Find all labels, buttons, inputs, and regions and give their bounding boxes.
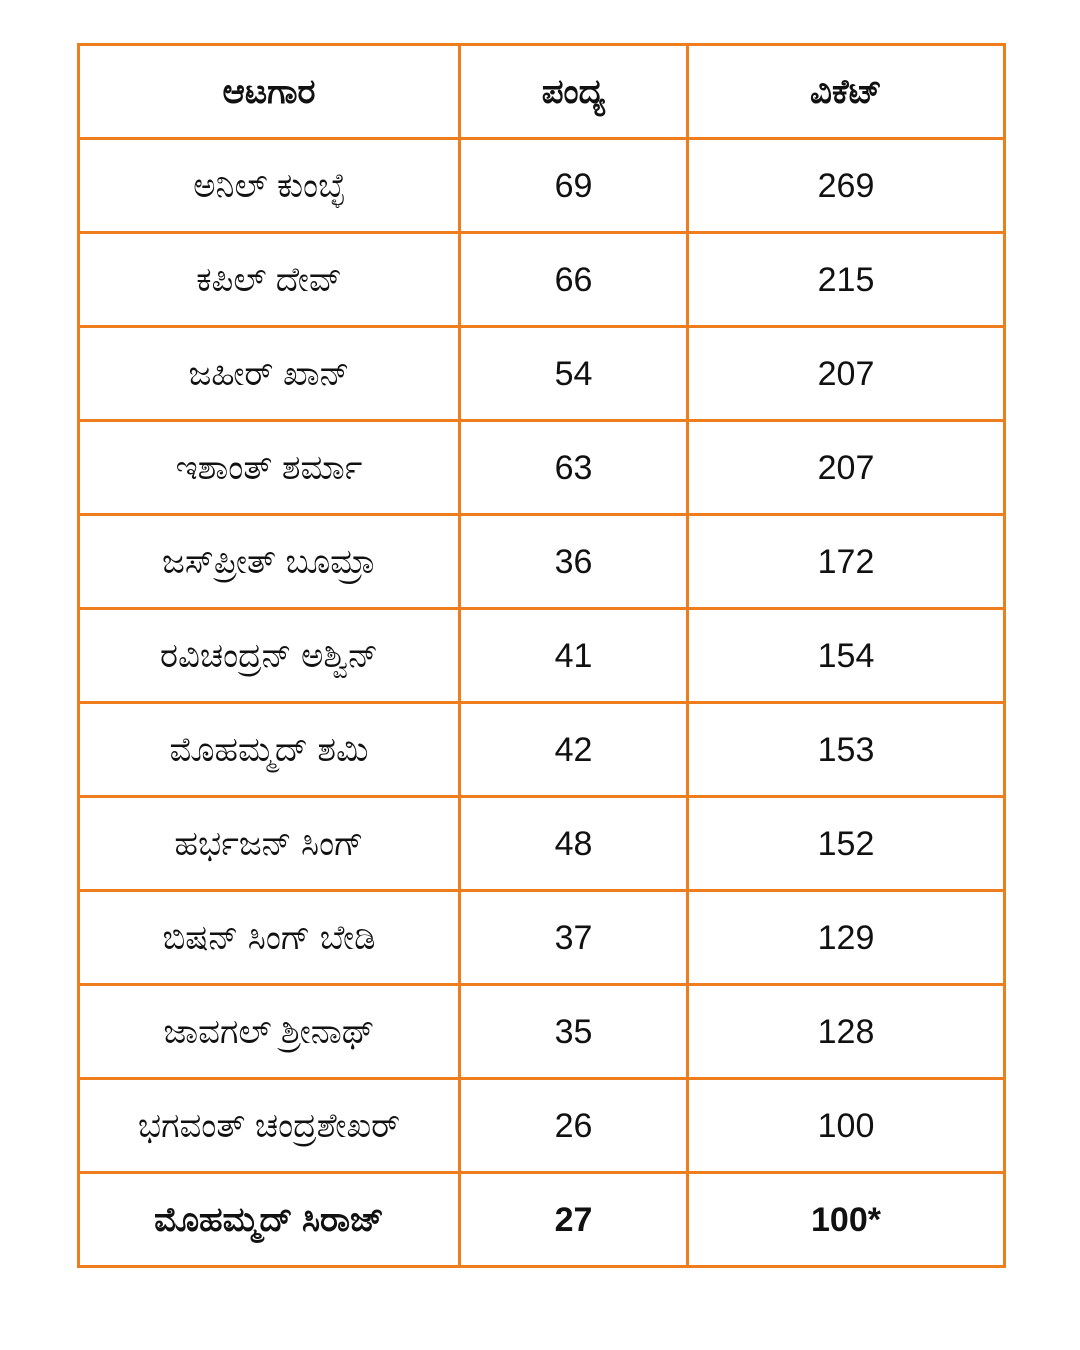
player-cell: ಅನಿಲ್ ಕುಂಬ್ಳೆ — [79, 139, 460, 233]
player-cell: ರವಿಚಂದ್ರನ್ ಅಶ್ವಿನ್ — [79, 609, 460, 703]
player-cell: ಭಗವಂತ್ ಚಂದ್ರಶೇಖರ್ — [79, 1079, 460, 1173]
matches-cell: 26 — [460, 1079, 688, 1173]
matches-cell: 35 — [460, 985, 688, 1079]
wickets-cell: 207 — [688, 327, 1005, 421]
matches-cell: 36 — [460, 515, 688, 609]
table-row — [79, 139, 1005, 233]
player-cell: ಮೊಹಮ್ಮದ್ ಶಮಿ — [79, 703, 460, 797]
matches-cell: 27 — [460, 1173, 688, 1267]
wickets-cell: 153 — [688, 703, 1005, 797]
player-cell: ಕಪಿಲ್ ದೇವ್ — [79, 233, 460, 327]
player-cell: ಇಶಾಂತ್ ಶರ್ಮಾ — [79, 421, 460, 515]
table-row — [79, 327, 1005, 421]
matches-cell: 42 — [460, 703, 688, 797]
table-row — [79, 891, 1005, 985]
matches-cell: 69 — [460, 139, 688, 233]
matches-cell: 63 — [460, 421, 688, 515]
wickets-cell: 207 — [688, 421, 1005, 515]
wickets-cell: 152 — [688, 797, 1005, 891]
wickets-cell: 100* — [688, 1173, 1005, 1267]
player-cell: ಜಸ್‌ಪ್ರೀತ್ ಬೂಮ್ರಾ — [79, 515, 460, 609]
table-row-highlighted — [79, 1173, 1005, 1267]
player-cell: ಜಾವಗಲ್ ಶ್ರೀನಾಥ್ — [79, 985, 460, 1079]
wickets-cell: 172 — [688, 515, 1005, 609]
wickets-cell: 128 — [688, 985, 1005, 1079]
wickets-table — [77, 43, 1006, 1268]
table-row — [79, 797, 1005, 891]
player-cell: ಹರ್ಭಜನ್ ಸಿಂಗ್ — [79, 797, 460, 891]
table-row — [79, 421, 1005, 515]
table-row — [79, 609, 1005, 703]
table-row — [79, 703, 1005, 797]
matches-cell: 54 — [460, 327, 688, 421]
wickets-cell: 154 — [688, 609, 1005, 703]
player-cell: ಜಹೀರ್ ಖಾನ್ — [79, 327, 460, 421]
table-header-row — [79, 45, 1005, 139]
table-row — [79, 1079, 1005, 1173]
table-row — [79, 985, 1005, 1079]
column-header-wickets: ವಿಕೆಟ್ — [688, 45, 1005, 139]
matches-cell: 48 — [460, 797, 688, 891]
matches-cell: 37 — [460, 891, 688, 985]
column-header-matches: ಪಂದ್ಯ — [460, 45, 688, 139]
player-cell: ಬಿಷನ್ ಸಿಂಗ್ ಬೇಡಿ — [79, 891, 460, 985]
table-row — [79, 233, 1005, 327]
wickets-cell: 215 — [688, 233, 1005, 327]
matches-cell: 66 — [460, 233, 688, 327]
wickets-cell: 129 — [688, 891, 1005, 985]
wickets-cell: 100 — [688, 1079, 1005, 1173]
wickets-cell: 269 — [688, 139, 1005, 233]
table-row — [79, 515, 1005, 609]
matches-cell: 41 — [460, 609, 688, 703]
player-cell: ಮೊಹಮ್ಮದ್ ಸಿರಾಜ್ — [79, 1173, 460, 1267]
column-header-player: ಆಟಗಾರ — [79, 45, 460, 139]
